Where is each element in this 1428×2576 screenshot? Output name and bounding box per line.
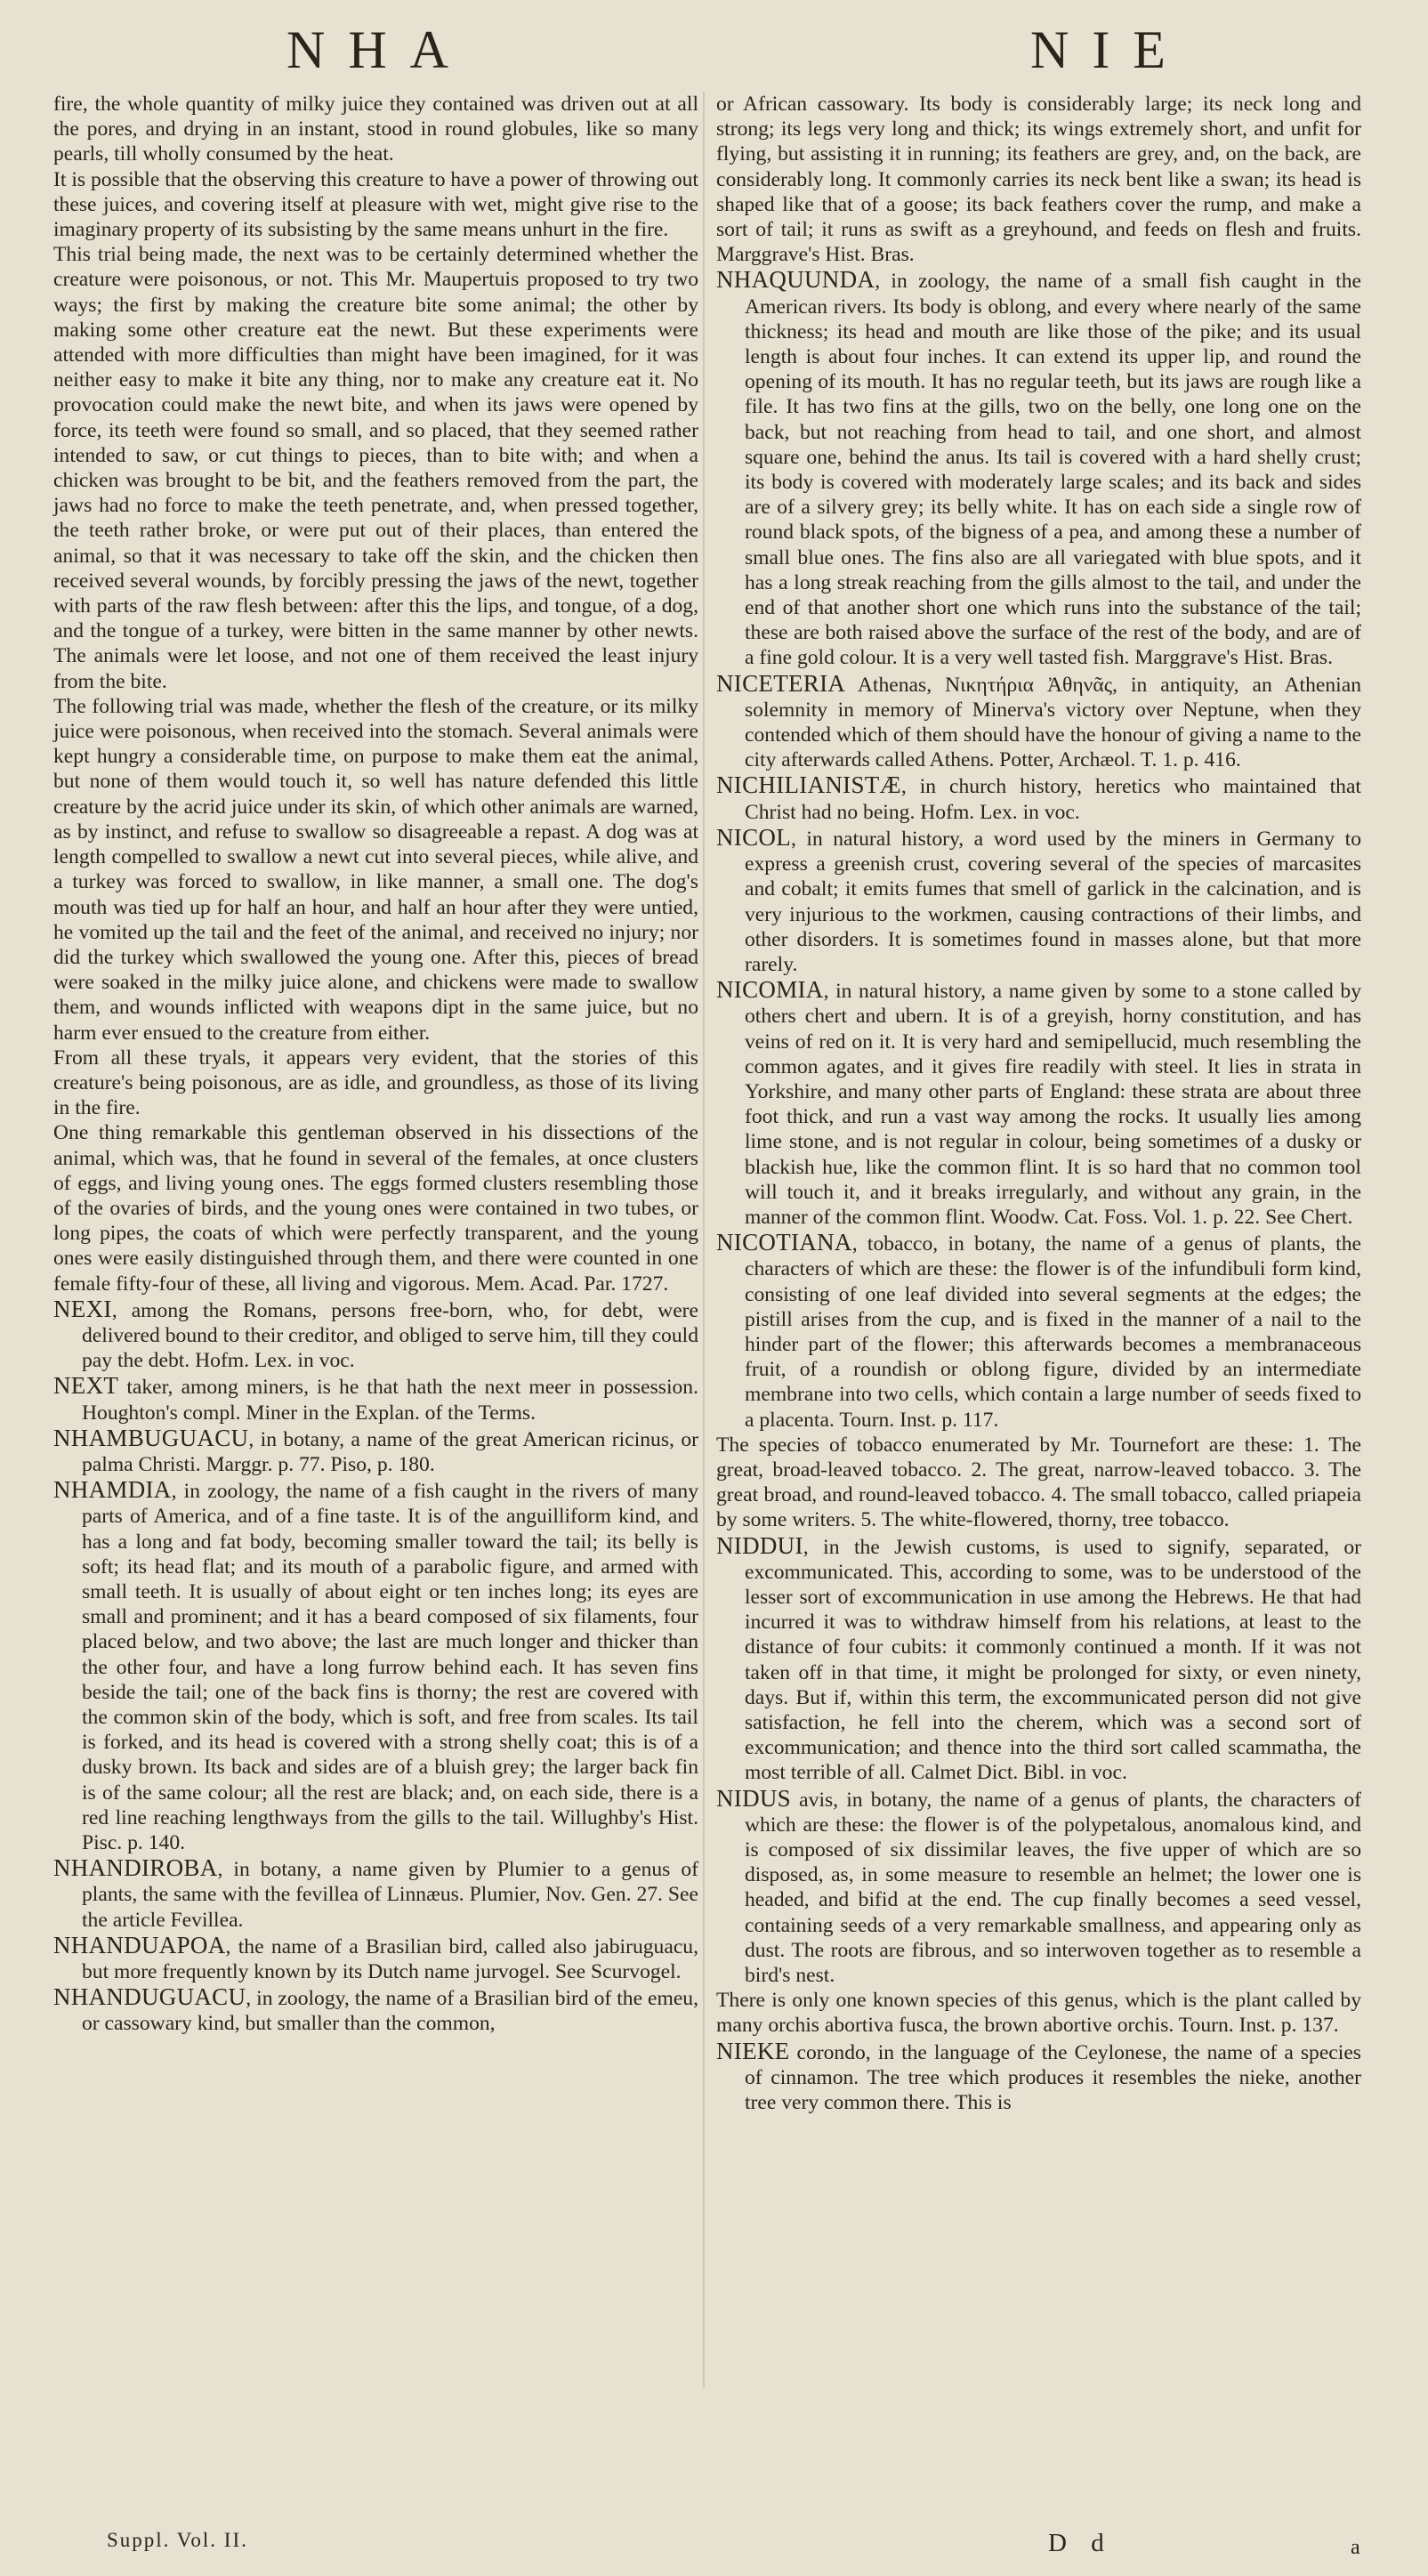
dictionary-entry [716, 267, 1361, 670]
entry-headword: NIEKE [716, 2037, 790, 2064]
column-divider [703, 92, 705, 2387]
entry-text: , in natural history, a word used by the miners in Germany to express a greenish crust, covering several of the species of marcasites and cobalt; it emits fumes that smell of garlick in the calcination, and is very injurious to the workmen, causing contractions of their limbs, and other disorders. It is sometimes found in masses alone, but that more rarely. [745, 827, 1361, 976]
paragraph: The species of tobacco enumerated by Mr. Tournefort are these: 1. The great, broad-leaved tobacco. 2. The great, narrow-leaved tobacco. 3. The great broad, and round-leaved tobacco. 4. The small tobacco, called priapeia by some writers. 5. The white-flowered, thorny, tree tobacco. [716, 1433, 1361, 1532]
entry-text: corondo, in the language of the Ceylonese, the name of a species of cinnamon. The tree which produces it resembles the nieke, another tree very common there. This is [745, 2040, 1361, 2115]
entry-text: , in zoology, the name of a small fish caught in the American rivers. Its body is oblong, and every where nearly of the same thickness; its head and mouth are like those of the pike; and its usual length is about four inches. It can extend its upper lip, and round the opening of its mouth. It has no regular teeth, but its jaws are rough like a file. It has two fins at the gills, two on the belly, one long one on the back, but not reaching from head to tail, and one short, and almost square one, behind the anus. Its tail is covered with a hard shelly crust; its body is covered with moderately large scales; and its back and sides are of a silvery grey; its belly white. It has on each side a single row of round black spots, of the bigness of a pea, and among these a number of small blue ones. The fins also are all variegated with blue spots, and it has a long streak reaching from the gills almost to the tail, and under the end of that another short one which runs into the substance of the tail; these are both raised above the surface of the rest of the body, and are of a fine gold colour. It is a very well tasted fish. Marggrave's Hist. Bras. [745, 270, 1361, 670]
entry-text: , in botany, a name given by Plumier to a genus of plants, the same with the fevillea of Linnæus. Plumier, Nov. Gen. 27. See the article Fevillea. [82, 1858, 698, 1932]
dictionary-entry [716, 1533, 1361, 1786]
entry-text: taker, among miners, is he that hath the next meer in possession. Houghton's compl. Miner in the Explan. of the Terms. [82, 1376, 698, 1425]
entry-text: avis, in botany, the name of a genus of plants, the characters of which are these: the flower is of the polypetalous, anomalous kind, and is composed of six dissimilar leaves, the five upper of which are so disposed, as, in some measure to resemble an helmet; the lower one is headed, and bifid at the end. The cup finally becomes a seed vessel, containing seeds of a very remarkable smallness, and appearing only as dust. The roots are fibrous, and so interwoven together as to resemble a bird's nest. [745, 1788, 1361, 1988]
entry-headword: NHANDUGUACU [53, 1983, 246, 2011]
dictionary-entry [716, 2039, 1361, 2116]
entry-text: , in natural history, a name given by some to a stone called by others chert and ubern. It is of a greyish, horny constitution, and has veins of red on it. It is very hard and semipellucid, much resembling the common agates, and it gives fire readily with steel. It lies in strata in Yorkshire, and many other parts of England: these strata are about three foot thick, and run a vast way among the rocks. It usually lies among lime stone, and is not regular in colour, being sometimes of a dusky or blackish hue, like the common flint. It is so hard that no common tool will touch it, and it breaks irregularly, and without any grain, in the manner of the common flint. Woodw. Cat. Foss. Vol. 1. p. 22. See Chert. [745, 980, 1361, 1229]
dictionary-entry [53, 1855, 698, 1933]
entry-text: , in zoology, the name of a Brasilian bird of the emeu, or cassowary kind, but smaller than the common, [82, 1987, 698, 2036]
signature-letter: a [1351, 2536, 1360, 2559]
entry-headword: NICOTIANA [716, 1229, 852, 1256]
entry-headword: NEXT [53, 1372, 119, 1400]
dictionary-entry [716, 1230, 1361, 1433]
dictionary-entry [716, 671, 1361, 773]
running-head-left: NHA [286, 20, 472, 79]
right-column [716, 92, 1361, 2115]
paragraph: This trial being made, the next was to be certainly determined whether the creature were poisonous, or not. This Mr. Maupertuis proposed to try two ways; the first by making the creature bite some animal; the other by making some other creature eat the newt. But these experiments were attended with more difficulties than might have been imagined, for it was neither easy to make it bite any thing, nor to make any creature eat it. No provocation could make the newt bite, and when its jaws were opened by force, its teeth were found so small, and so placed, that they seemed rather intended to saw, or cut things to pieces, than to bite with; and when a chicken was brought to be bit, and the feathers removed from the part, the jaws had no force to make the teeth penetrate, and, when pressed together, the teeth rather broke, or were put out of their places, than entered the animal, so that it was necessary to take off the skin, and the chicken then received several wounds, by forcibly pressing the jaws of the newt, together with parts of the raw flesh between: after this the lips, and tongue, of a dog, and the tongue of a turkey, were bitten in the same manner by other newts. The animals were let loose, and not one of them received the least injury from the bite. [53, 243, 698, 693]
entry-text: , tobacco, in botany, the name of a genus of plants, the characters of which are these: the flower is of the infundibuli form kind, consisting of one leaf divided into several segments at the edges; the pistill arises from the cup, and is fixed in the manner of a nail to the hinder part of the flower; this afterwards becomes a membranaceous fruit, of a roundish or oblong figure, divided by an intermediate membrane into two cells, which contain a large number of seeds fixed to a placenta. Tourn. Inst. p. 117. [745, 1232, 1361, 1432]
entry-headword: NHAMBUGUACU [53, 1424, 249, 1451]
dictionary-entry [716, 1786, 1361, 1989]
entry-text: , the name of a Brasilian bird, called also jabiruguacu, but more frequently known by its Dutch name jurvogel. See Scurvogel. [82, 1934, 698, 1984]
dictionary-entry [716, 977, 1361, 1230]
dictionary-entry [53, 1425, 698, 1477]
entry-headword: NHAMDIA [53, 1476, 172, 1504]
entry-headword: NIDDUI [716, 1531, 803, 1559]
entry-headword: NICOL [716, 823, 791, 851]
entry-text: , in botany, a name of the great American ricinus, or palma Christi. Marggr. p. 77. Piso, p. 180. [82, 1427, 698, 1476]
continued-text: fire, the whole quantity of milky juice they contained was driven out at all the pores, and drying in an instant, stood in round globules, like so many pearls, till wholly consumed by the heat. [53, 93, 698, 166]
entry-headword: NHANDUAPOA [53, 1931, 226, 1958]
paragraph: The following trial was made, whether the flesh of the creature, or its milky juice were poisonous, when received into the stomach. Several animals were kept hungry a considerable time, on purpose to make them eat the animal, but none of them would touch it, so well has nature defended this little creature by the acrid juice under its skin, of which other animals are warned, as by instinct, and refuse to swallow so disagreeable a repast. A dog was at length compelled to swallow a newt cut into several pieces, while alive, and a turkey was forced to swallow, in like manner, a small one. The dog's mouth was tied up for half an hour, and half an hour after they were untied, he vomited up the tail and the feet of the animal, and received no injury; nor did the turkey which swallowed the young one. After this, pieces of bread were soaked in the milky juice alone, and chickens were made to swallow them, and wounds inflicted with weapons dipt in the same juice, but no harm ever ensued to the creature from either. [53, 694, 698, 1045]
running-head-right: NIE [1030, 20, 1189, 79]
entry-text: , in church history, heretics who maintained that Christ had no being. Hofm. Lex. in voc. [745, 775, 1361, 824]
signature-mark: D d [1048, 2529, 1113, 2557]
entry-text: , in the Jewish customs, is used to signify, separated, or excommunicated. This, according to some, was to be understood of the lesser sort of excommunication in use among the Hebrews. He that had incurred it was to withdraw himself from his relations, at least to the distance of four cubits: it commonly continued a month. If it was not taken off in that time, it might be prolonged for sixty, or even ninety, days. But if, within this term, the excommunicated person did not give satisfaction, he fell into the cherem, which was a second sort of excommunication; and thence into the third sort called scammatha, the most terrible of all. Calmet Dict. Bibl. in voc. [745, 1535, 1361, 1785]
entry-headword: NICOMIA [716, 976, 824, 1004]
paragraph: There is only one known species of this genus, which is the plant called by many orchis abortiva fusca, the brown abortive orchis. Tourn. Inst. p. 137. [716, 1989, 1361, 2038]
dictionary-entry [53, 1373, 698, 1425]
dictionary-entry [53, 1933, 698, 1984]
entry-text: , in zoology, the name of a fish caught in the rivers of many parts of America, and of a fine taste. It is of the anguilliform kind, and has a long and fat body, becoming smaller toward the tail; its belly is soft; its head flat; and its mouth of a parabolic figure, and armed with small teeth. It is usually of about eight or ten inches long; its eyes are small and prominent; and it has a beard composed of six filaments, four placed below, and two above; the last are much longer and thicker than the other four, and have a long furrow behind each. It has seven fins beside the tail; one of the back fins is thorny; the rest are covered with the common skin of the body, which is soft, and free from scales. Its tail is forked, and its head is covered with a strong shelly coat; this is of a dusky brown. Its back and sides are of a bluish grey; the larger back fin is of the same colour; all the rest are black; and, on each side, there is a red line reaching lengthways from the gills to the tail. Willughby's Hist. Pisc. p. 140. [82, 1480, 698, 1855]
dictionary-entry [53, 1984, 698, 2036]
paragraph: One thing remarkable this gentleman observed in his dissections of the animal, which was, that he found in several of the females, at once clusters of eggs, and living young ones. The eggs formed clusters resembling those of the ovaries of birds, and the young ones were contained in two tubes, or long pipes, the coats of which were perfectly transparent, and the young ones were easily distinguished through them, and there were counted in one female fifty-four of these, all living and vigorous. Mem. Acad. Par. 1727. [53, 1121, 698, 1296]
paragraph: From all these tryals, it appears very evident, that the stories of this creature's being poisonous, are as idle, and groundless, as those of its living in the fire. [53, 1046, 698, 1120]
dictionary-entry [53, 1477, 698, 1855]
entry-text: , among the Romans, persons free-born, who, for debt, were delivered bound to their creditor, and obliged to serve him, till they could pay the debt. Hofm. Lex. in voc. [82, 1298, 698, 1373]
entry-headword: NHAQUUNDA [716, 266, 875, 294]
dictionary-entry [716, 772, 1361, 824]
entry-headword: NIDUS [716, 1784, 792, 1812]
paragraph: It is possible that the observing this creature to have a power of throwing out these juices, and covering itself at pleasure with wet, might give rise to the imaginary property of its subsisting by the same means unhurt in the fire. [53, 167, 698, 242]
continued-text: or African cassowary. Its body is considerably large; its neck long and strong; its legs very long and thick; its wings extremely short, and unfit for flying, but assisting it in running; its feathers are grey, and, on the back, are considerably long. It commonly carries its neck bent like a swan; its head is shaped like that of a goose; its back feathers cover the rump, and make a sort of tail; it runs as swift as a greyhound, and feeds on flesh and fruits. Marggrave's Hist. Bras. [716, 93, 1361, 267]
left-column [53, 92, 698, 2037]
signature-volume: Suppl. Vol. II. [107, 2529, 248, 2551]
entry-headword: NICETERIA [716, 669, 846, 697]
entry-headword: NHANDIROBA [53, 1854, 218, 1882]
entry-headword: NEXI [53, 1295, 112, 1322]
dictionary-entry [53, 1296, 698, 1374]
entry-headword: NICHILIANISTÆ [716, 771, 901, 799]
entry-text: Athenas, Νικητήρια Ἀθηνᾶς, in antiquity, an Athenian solemnity in memory of Minerva's victory over Neptune, when they contended which of them should have the honour of giving a name to the city afterwards called Athens. Potter, Archæol. T. 1. p. 416. [745, 673, 1361, 772]
dictionary-entry [716, 825, 1361, 977]
